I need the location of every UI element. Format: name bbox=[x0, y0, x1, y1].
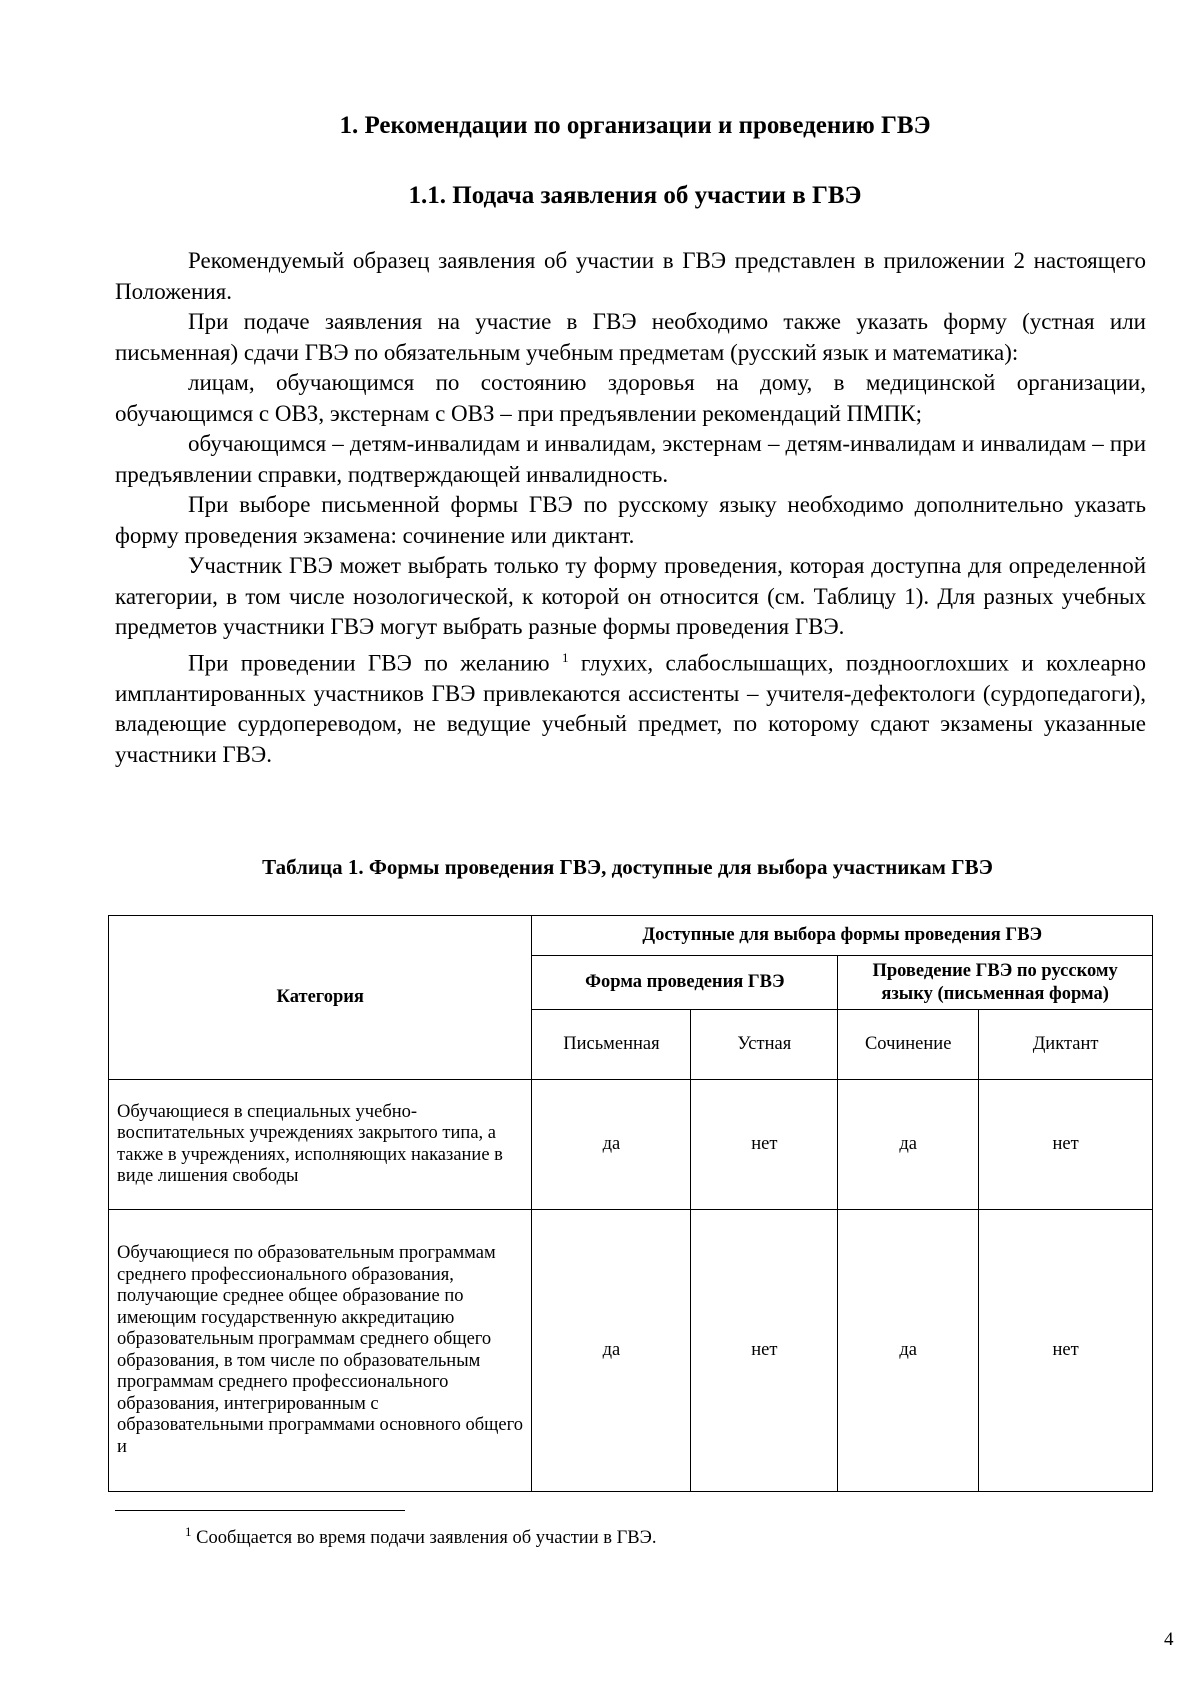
header-oral: Устная bbox=[691, 1010, 838, 1080]
paragraph: лицам, обучающимся по состоянию здоровья на дому, в медицинской организации, обучающимся с ОВЗ, экстернам с ОВЗ – при предъявлении рекомендаций ПМПК; bbox=[115, 370, 1146, 426]
value-cell: да bbox=[532, 1210, 691, 1492]
category-cell: Обучающиеся по образовательным программам среднего профессионального образования, получающие среднее общее образование по имеющим государственную аккредитацию образовательным программам среднего общего образования, в том числе по образовательным программам среднего профессионального образования, интегрированным с образовательными программами основного общего и bbox=[109, 1210, 532, 1492]
header-essay: Сочинение bbox=[838, 1010, 979, 1080]
header-category: Категория bbox=[109, 916, 532, 1080]
footnote bbox=[185, 1524, 656, 1549]
paragraph: обучающимся – детям-инвалидам и инвалидам, экстернам – детям-инвалидам и инвалидам – при предъявлении справки, подтверждающей инвалидность. bbox=[115, 431, 1146, 487]
table-header-row bbox=[109, 916, 1153, 956]
value-cell: нет bbox=[691, 1080, 838, 1210]
footnote-reference[interactable]: 1 bbox=[561, 649, 569, 665]
value-cell: нет bbox=[691, 1210, 838, 1492]
header-russian-written: Проведение ГВЭ по русскому языку (письменная форма) bbox=[838, 956, 1153, 1010]
body-text bbox=[115, 246, 1146, 770]
paragraph-text: глухих, слабослышащих, позднооглохших и кохлеарно имплантированных участников ГВЭ привлекаются ассистенты – учителя-дефектологи (сурдопедагоги), владеющие сурдопереводом, не ведущие учебный предмет, по которому сдают экзамены указанные участники ГВЭ. bbox=[115, 650, 1147, 767]
table-caption: Таблица 1. Формы проведения ГВЭ, доступные для выбора участникам ГВЭ bbox=[262, 855, 993, 879]
header-dictation: Диктант bbox=[979, 1010, 1153, 1080]
paragraph: При подаче заявления на участие в ГВЭ необходимо также указать форму (устная или письменная) сдачи ГВЭ по обязательным учебным предметам (русский язык и математика): bbox=[115, 309, 1146, 365]
forms-table bbox=[108, 915, 1153, 1492]
value-cell: да bbox=[532, 1080, 691, 1210]
footnote-text: Сообщается во время подачи заявления об участии в ГВЭ. bbox=[191, 1528, 657, 1549]
table-row bbox=[109, 1210, 1153, 1492]
subsection-heading: 1.1. Подача заявления об участии в ГВЭ bbox=[408, 182, 862, 209]
paragraph: При выборе письменной формы ГВЭ по русскому языку необходимо дополнительно указать форму проведения экзамена: сочинение или диктант. bbox=[115, 492, 1146, 548]
paragraph: Рекомендуемый образец заявления об участии в ГВЭ представлен в приложении 2 настоящего Положения. bbox=[115, 248, 1146, 304]
header-available-forms: Доступные для выбора формы проведения ГВЭ bbox=[532, 916, 1153, 956]
value-cell: да bbox=[838, 1210, 979, 1492]
paragraph: Участник ГВЭ может выбрать только ту форму проведения, которая доступна для определенной категории, в том числе нозологической, к которой он относится (см. Таблицу 1). Для разных учебных предметов участники ГВЭ могут выбрать разные формы проведения ГВЭ. bbox=[115, 553, 1146, 639]
footnote-mark: 1 bbox=[185, 1524, 192, 1539]
header-exam-form: Форма проведения ГВЭ bbox=[532, 956, 838, 1010]
paragraph bbox=[115, 643, 1146, 771]
value-cell: да bbox=[838, 1080, 979, 1210]
header-written: Письменная bbox=[532, 1010, 691, 1080]
page-number: 4 bbox=[1164, 1629, 1174, 1650]
category-cell: Обучающиеся в специальных учебно-воспитательных учреждениях закрытого типа, а также в учреждениях, исполняющих наказание в виде лишения свободы bbox=[109, 1080, 532, 1210]
paragraph-text: При проведении ГВЭ по желанию bbox=[188, 650, 550, 676]
value-cell: нет bbox=[979, 1210, 1153, 1492]
table-row bbox=[109, 1080, 1153, 1210]
section-heading: 1. Рекомендации по организации и проведению ГВЭ bbox=[339, 112, 931, 139]
value-cell: нет bbox=[979, 1080, 1153, 1210]
footnote-separator bbox=[115, 1510, 405, 1511]
